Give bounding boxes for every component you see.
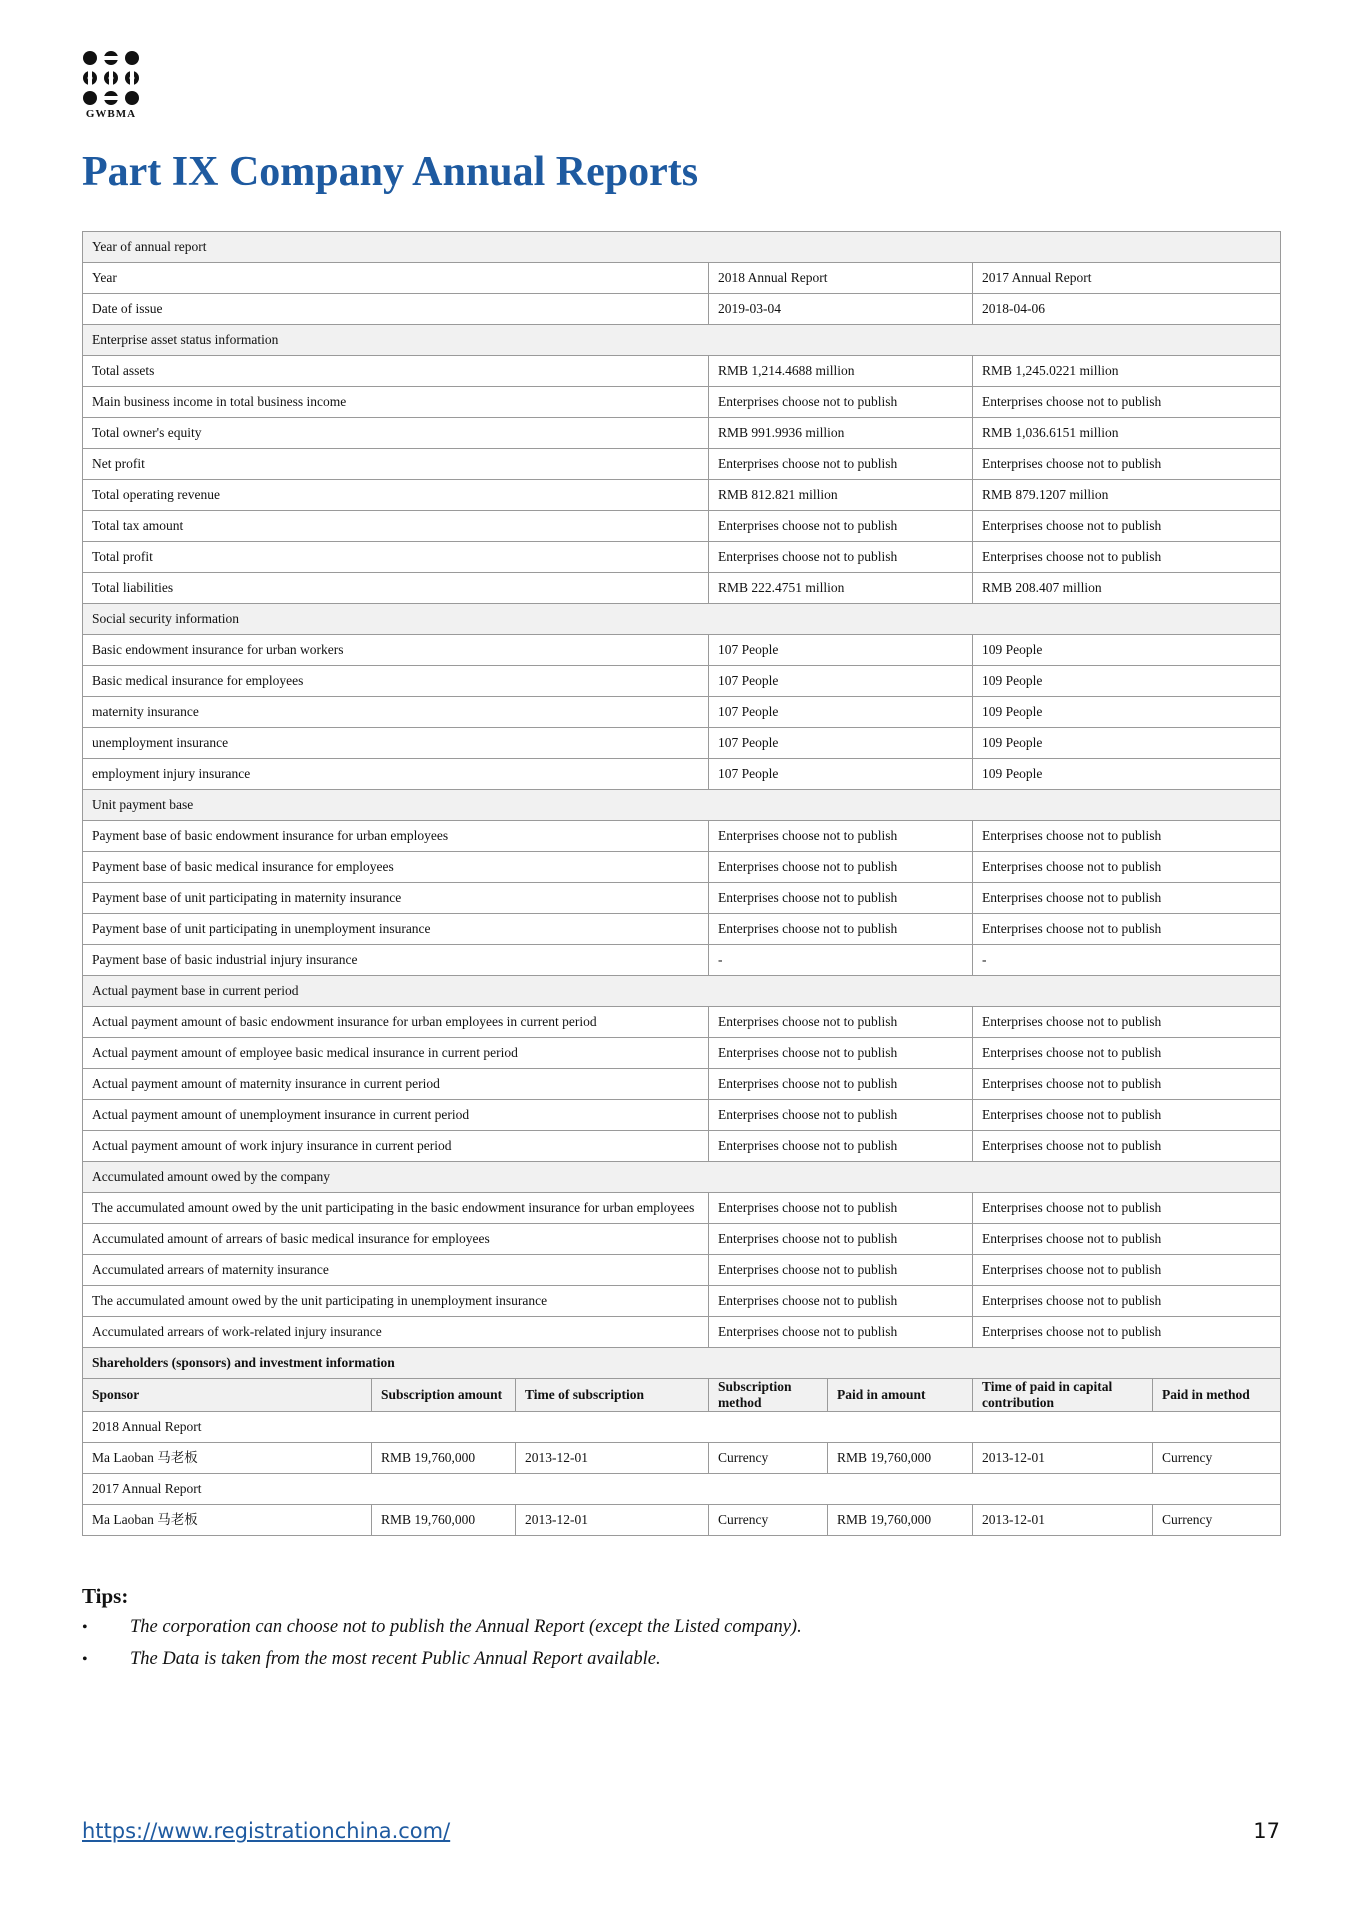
- tip-item: [82, 1649, 1280, 1670]
- value-2017: 2018-04-06: [973, 294, 1281, 325]
- shareholder-row: [83, 1443, 1281, 1474]
- value-2017: 109 People: [973, 635, 1281, 666]
- column-header: Paid in method: [1153, 1379, 1281, 1412]
- table-row: [83, 666, 1281, 697]
- value-2018: Enterprises choose not to publish: [709, 1317, 973, 1348]
- sponsor-cell: Ma Laoban 马老板: [83, 1443, 372, 1474]
- row-label: Payment base of basic industrial injury insurance: [83, 945, 709, 976]
- value-2018: Enterprises choose not to publish: [709, 852, 973, 883]
- value-2018: RMB 991.9936 million: [709, 418, 973, 449]
- table-row: [83, 294, 1281, 325]
- table-row: [83, 542, 1281, 573]
- subscription-time-cell: 2013-12-01: [516, 1505, 709, 1536]
- row-label: Total liabilities: [83, 573, 709, 604]
- paid-method-cell: Currency: [1153, 1505, 1281, 1536]
- table-row: [83, 418, 1281, 449]
- table-row: [83, 914, 1281, 945]
- row-label: Total owner's equity: [83, 418, 709, 449]
- year-group-row: [83, 1474, 1281, 1505]
- row-label: Total tax amount: [83, 511, 709, 542]
- table-row: [83, 635, 1281, 666]
- row-label: Actual payment amount of unemployment insurance in current period: [83, 1100, 709, 1131]
- section-title: Enterprise asset status information: [83, 325, 1281, 356]
- paid-time-cell: 2013-12-01: [973, 1443, 1153, 1474]
- row-label: Accumulated arrears of work-related injury insurance: [83, 1317, 709, 1348]
- value-2018: Enterprises choose not to publish: [709, 1007, 973, 1038]
- row-label: unemployment insurance: [83, 728, 709, 759]
- row-label: Year: [83, 263, 709, 294]
- logo-text: GWBMA: [85, 108, 137, 120]
- value-2018: Enterprises choose not to publish: [709, 1224, 973, 1255]
- subscription-method-cell: Currency: [709, 1505, 828, 1536]
- value-2017: Enterprises choose not to publish: [973, 387, 1281, 418]
- row-label: Total profit: [83, 542, 709, 573]
- value-2017: Enterprises choose not to publish: [973, 1317, 1281, 1348]
- table-row: [83, 356, 1281, 387]
- paid-method-cell: Currency: [1153, 1443, 1281, 1474]
- value-2018: RMB 1,214.4688 million: [709, 356, 973, 387]
- section-title: Social security information: [83, 604, 1281, 635]
- table-row: [83, 1224, 1281, 1255]
- value-2017: Enterprises choose not to publish: [973, 1255, 1281, 1286]
- paid-amount-cell: RMB 19,760,000: [828, 1443, 973, 1474]
- value-2017: Enterprises choose not to publish: [973, 1038, 1281, 1069]
- value-2018: RMB 222.4751 million: [709, 573, 973, 604]
- row-label: Date of issue: [83, 294, 709, 325]
- value-2018: -: [709, 945, 973, 976]
- row-label: Actual payment amount of employee basic medical insurance in current period: [83, 1038, 709, 1069]
- value-2017: RMB 208.407 million: [973, 573, 1281, 604]
- page-title: Part IX Company Annual Reports: [82, 149, 699, 195]
- section-row: [83, 976, 1281, 1007]
- value-2017: Enterprises choose not to publish: [973, 1069, 1281, 1100]
- section-row: [83, 790, 1281, 821]
- year-group-label: 2018 Annual Report: [83, 1412, 1281, 1443]
- table-row: [83, 1193, 1281, 1224]
- subscription-time-cell: 2013-12-01: [516, 1443, 709, 1474]
- year-group-row: [83, 1412, 1281, 1443]
- table-row: [83, 1038, 1281, 1069]
- logo-mark-icon: [82, 50, 140, 106]
- value-2018: 107 People: [709, 697, 973, 728]
- shareholder-header-row: [83, 1379, 1281, 1412]
- value-2018: Enterprises choose not to publish: [709, 542, 973, 573]
- section-title: Actual payment base in current period: [83, 976, 1281, 1007]
- table-row: [83, 1286, 1281, 1317]
- column-header: Time of paid in capital contribution: [973, 1379, 1153, 1412]
- value-2017: 2017 Annual Report: [973, 263, 1281, 294]
- tips-title: Tips:: [82, 1584, 129, 1608]
- annual-report-table: [82, 231, 1281, 1536]
- paid-amount-cell: RMB 19,760,000: [828, 1505, 973, 1536]
- column-header: Sponsor: [83, 1379, 372, 1412]
- value-2018: Enterprises choose not to publish: [709, 1069, 973, 1100]
- table-row: [83, 1069, 1281, 1100]
- section-row: [83, 1162, 1281, 1193]
- column-header: Subscription amount: [372, 1379, 516, 1412]
- table-row: [83, 511, 1281, 542]
- value-2017: Enterprises choose not to publish: [973, 1131, 1281, 1162]
- row-label: The accumulated amount owed by the unit participating in the basic endowment insurance for urban employees: [83, 1193, 709, 1224]
- row-label: Basic endowment insurance for urban workers: [83, 635, 709, 666]
- value-2017: Enterprises choose not to publish: [973, 1224, 1281, 1255]
- value-2017: 109 People: [973, 697, 1281, 728]
- table-row: [83, 945, 1281, 976]
- value-2017: RMB 1,036.6151 million: [973, 418, 1281, 449]
- value-2017: RMB 879.1207 million: [973, 480, 1281, 511]
- value-2017: Enterprises choose not to publish: [973, 542, 1281, 573]
- tip-text: The Data is taken from the most recent Public Annual Report available.: [130, 1649, 661, 1669]
- row-label: employment injury insurance: [83, 759, 709, 790]
- table-row: [83, 759, 1281, 790]
- value-2018: Enterprises choose not to publish: [709, 883, 973, 914]
- row-label: Payment base of unit participating in maternity insurance: [83, 883, 709, 914]
- section-row: [83, 1348, 1281, 1379]
- value-2017: Enterprises choose not to publish: [973, 449, 1281, 480]
- table-row: [83, 852, 1281, 883]
- row-label: The accumulated amount owed by the unit participating in unemployment insurance: [83, 1286, 709, 1317]
- value-2018: Enterprises choose not to publish: [709, 821, 973, 852]
- row-label: Accumulated arrears of maternity insurance: [83, 1255, 709, 1286]
- row-label: Payment base of basic endowment insurance for urban employees: [83, 821, 709, 852]
- table-row: [83, 821, 1281, 852]
- value-2018: Enterprises choose not to publish: [709, 1255, 973, 1286]
- value-2018: Enterprises choose not to publish: [709, 914, 973, 945]
- column-header: Subscription method: [709, 1379, 828, 1412]
- row-label: Total operating revenue: [83, 480, 709, 511]
- subscription-amount-cell: RMB 19,760,000: [372, 1505, 516, 1536]
- shareholder-row: [83, 1505, 1281, 1536]
- row-label: Accumulated amount of arrears of basic medical insurance for employees: [83, 1224, 709, 1255]
- year-group-label: 2017 Annual Report: [83, 1474, 1281, 1505]
- value-2018: 2019-03-04: [709, 294, 973, 325]
- column-header: Paid in amount: [828, 1379, 973, 1412]
- value-2018: Enterprises choose not to publish: [709, 449, 973, 480]
- table-row: [83, 728, 1281, 759]
- row-label: Basic medical insurance for employees: [83, 666, 709, 697]
- subscription-method-cell: Currency: [709, 1443, 828, 1474]
- value-2017: Enterprises choose not to publish: [973, 883, 1281, 914]
- value-2017: Enterprises choose not to publish: [973, 1007, 1281, 1038]
- value-2018: 107 People: [709, 666, 973, 697]
- value-2017: Enterprises choose not to publish: [973, 821, 1281, 852]
- section-title: Year of annual report: [83, 232, 1281, 263]
- table-row: [83, 1007, 1281, 1038]
- value-2018: Enterprises choose not to publish: [709, 1038, 973, 1069]
- table-row: [83, 263, 1281, 294]
- value-2018: 107 People: [709, 635, 973, 666]
- column-header: Time of subscription: [516, 1379, 709, 1412]
- table-row: [83, 883, 1281, 914]
- value-2017: -: [973, 945, 1281, 976]
- value-2017: Enterprises choose not to publish: [973, 1193, 1281, 1224]
- value-2017: 109 People: [973, 666, 1281, 697]
- table-row: [83, 573, 1281, 604]
- value-2017: RMB 1,245.0221 million: [973, 356, 1281, 387]
- tips-section: [82, 1584, 1280, 1681]
- section-row: [83, 232, 1281, 263]
- table-row: [83, 697, 1281, 728]
- tip-text: The corporation can choose not to publish the Annual Report (except the Listed company).: [130, 1617, 802, 1637]
- sponsor-cell: Ma Laoban 马老板: [83, 1505, 372, 1536]
- section-title: Accumulated amount owed by the company: [83, 1162, 1281, 1193]
- value-2018: Enterprises choose not to publish: [709, 511, 973, 542]
- page-number: 17: [1253, 1819, 1280, 1843]
- value-2018: 2018 Annual Report: [709, 263, 973, 294]
- row-label: Total assets: [83, 356, 709, 387]
- row-label: Payment base of unit participating in unemployment insurance: [83, 914, 709, 945]
- subscription-amount-cell: RMB 19,760,000: [372, 1443, 516, 1474]
- table-row: [83, 1131, 1281, 1162]
- value-2017: 109 People: [973, 728, 1281, 759]
- value-2017: Enterprises choose not to publish: [973, 852, 1281, 883]
- table-row: [83, 387, 1281, 418]
- row-label: Actual payment amount of basic endowment insurance for urban employees in current period: [83, 1007, 709, 1038]
- row-label: Actual payment amount of work injury insurance in current period: [83, 1131, 709, 1162]
- value-2017: 109 People: [973, 759, 1281, 790]
- row-label: Actual payment amount of maternity insurance in current period: [83, 1069, 709, 1100]
- table-row: [83, 480, 1281, 511]
- footer-website-link[interactable]: https://www.registrationchina.com/: [82, 1819, 451, 1843]
- tip-item: [82, 1617, 1280, 1638]
- value-2018: 107 People: [709, 759, 973, 790]
- row-label: Main business income in total business income: [83, 387, 709, 418]
- paid-time-cell: 2013-12-01: [973, 1505, 1153, 1536]
- value-2018: Enterprises choose not to publish: [709, 1100, 973, 1131]
- value-2018: Enterprises choose not to publish: [709, 387, 973, 418]
- value-2018: 107 People: [709, 728, 973, 759]
- row-label: maternity insurance: [83, 697, 709, 728]
- row-label: Net profit: [83, 449, 709, 480]
- value-2017: Enterprises choose not to publish: [973, 914, 1281, 945]
- value-2018: Enterprises choose not to publish: [709, 1193, 973, 1224]
- section-title: Unit payment base: [83, 790, 1281, 821]
- table-row: [83, 449, 1281, 480]
- table-row: [83, 1255, 1281, 1286]
- section-title: Shareholders (sponsors) and investment information: [83, 1348, 1281, 1379]
- table-row: [83, 1317, 1281, 1348]
- value-2018: RMB 812.821 million: [709, 480, 973, 511]
- value-2017: Enterprises choose not to publish: [973, 1286, 1281, 1317]
- bullet-icon: •: [82, 1651, 88, 1668]
- value-2017: Enterprises choose not to publish: [973, 511, 1281, 542]
- value-2017: Enterprises choose not to publish: [973, 1100, 1281, 1131]
- value-2018: Enterprises choose not to publish: [709, 1131, 973, 1162]
- section-row: [83, 325, 1281, 356]
- section-row: [83, 604, 1281, 635]
- row-label: Payment base of basic medical insurance for employees: [83, 852, 709, 883]
- gwbma-logo: [82, 50, 144, 120]
- bullet-icon: •: [82, 1619, 88, 1636]
- table-row: [83, 1100, 1281, 1131]
- value-2018: Enterprises choose not to publish: [709, 1286, 973, 1317]
